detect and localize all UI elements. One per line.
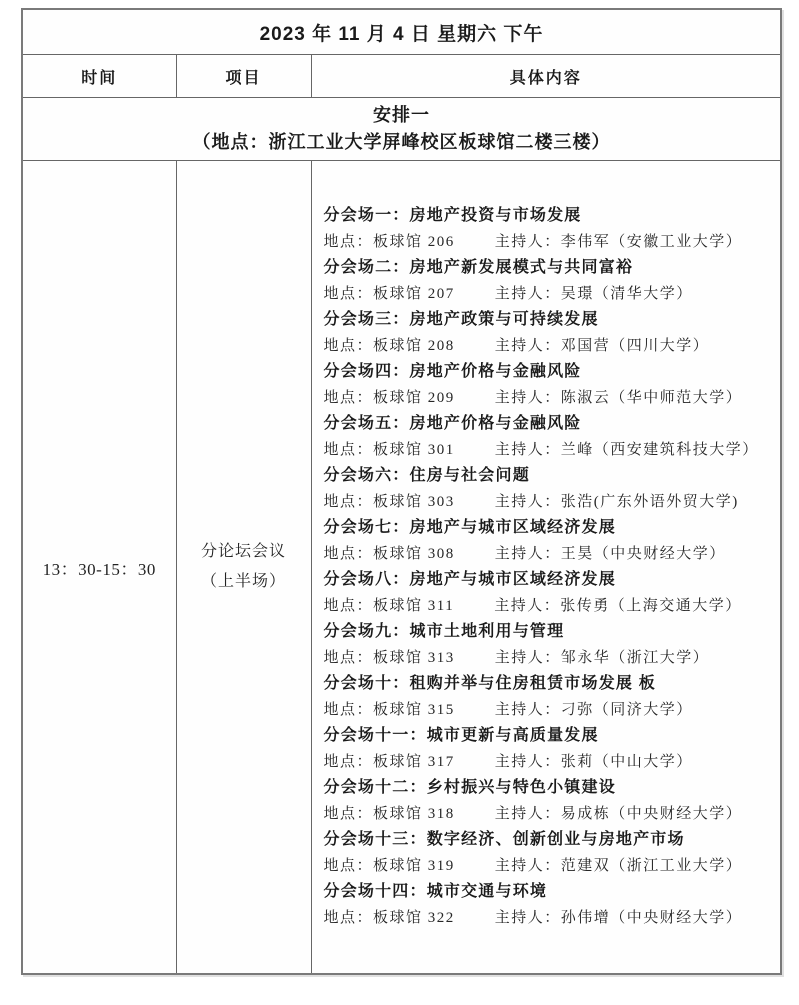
session-host: 主持人：张莉（中山大学） — [494, 754, 693, 770]
session-host: 主持人：陈淑云（华中师范大学） — [494, 390, 743, 406]
section-header-row — [22, 98, 781, 161]
date-header: 2023 年 11 月 4 日 星期六 下午 — [22, 9, 781, 55]
session-venue: 地点：板球馆 315 — [323, 702, 455, 718]
session-title: 分会场十：租购并举与住房租赁市场发展 板 — [323, 675, 656, 692]
session-title: 分会场十四：城市交通与环境 — [323, 883, 548, 900]
date-header-row — [22, 9, 781, 55]
session-host: 主持人：刁弥（同济大学） — [494, 702, 693, 718]
session-detail — [324, 697, 775, 723]
session-detail — [324, 905, 775, 931]
session-host: 主持人：易成栋（中央财经大学） — [494, 806, 743, 822]
session-host: 主持人：邓国营（四川大学） — [494, 338, 710, 354]
session-venue: 地点：板球馆 206 — [323, 234, 455, 250]
session-title: 分会场三：房地产政策与可持续发展 — [323, 311, 599, 328]
column-header-row — [22, 55, 781, 98]
session-title: 分会场十一：城市更新与高质量发展 — [323, 727, 599, 744]
item-name-line2: （上半场） — [200, 573, 286, 590]
schedule-row — [22, 161, 781, 975]
session-title: 分会场四：房地产价格与金融风险 — [323, 363, 582, 380]
column-header-item: 项目 — [176, 55, 311, 98]
item-name — [176, 161, 311, 975]
session-host: 主持人：王昊（中央财经大学） — [494, 546, 726, 562]
session-title: 分会场六：住房与社会问题 — [323, 467, 530, 484]
column-header-time: 时间 — [22, 55, 176, 98]
session-host: 主持人：范建双（浙江工业大学） — [494, 858, 743, 874]
session-list-cell — [311, 161, 781, 975]
session-detail — [324, 437, 775, 463]
session-host: 主持人：吴璟（清华大学） — [494, 286, 693, 302]
session-detail — [324, 229, 775, 255]
session-venue: 地点：板球馆 301 — [323, 442, 455, 458]
session-title: 分会场二：房地产新发展模式与共同富裕 — [323, 259, 634, 276]
session-title: 分会场五：房地产价格与金融风险 — [323, 415, 582, 432]
session-detail — [324, 489, 775, 515]
session-title: 分会场一：房地产投资与市场发展 — [323, 207, 582, 224]
session-detail — [324, 385, 775, 411]
session-venue: 地点：板球馆 209 — [323, 390, 455, 406]
session-list — [324, 203, 775, 931]
session-venue: 地点：板球馆 317 — [323, 754, 455, 770]
section-title: 安排一 — [373, 105, 430, 125]
session-venue: 地点：板球馆 208 — [323, 338, 455, 354]
session-detail — [324, 801, 775, 827]
session-venue: 地点：板球馆 322 — [323, 910, 455, 926]
session-title: 分会场九：城市土地利用与管理 — [323, 623, 565, 640]
session-title: 分会场十三：数字经济、创新创业与房地产市场 — [323, 831, 685, 848]
session-host: 主持人：李伟军（安徽工业大学） — [494, 234, 743, 250]
session-venue: 地点：板球馆 311 — [323, 598, 455, 614]
session-venue: 地点：板球馆 303 — [323, 494, 455, 510]
session-detail — [324, 333, 775, 359]
session-venue: 地点：板球馆 313 — [323, 650, 455, 666]
conference-schedule-table — [21, 8, 782, 975]
session-title: 分会场七：房地产与城市区域经济发展 — [323, 519, 616, 536]
session-host: 主持人：张传勇（上海交通大学） — [494, 598, 742, 614]
session-host: 主持人：孙伟增（中央财经大学） — [494, 910, 743, 926]
section-location: （地点：浙江工业大学屏峰校区板球馆二楼三楼） — [192, 132, 611, 152]
session-host: 主持人：张浩(广东外语外贸大学) — [494, 494, 739, 510]
session-detail — [324, 645, 775, 671]
session-title: 分会场十二：乡村振兴与特色小镇建设 — [323, 779, 616, 796]
session-detail — [324, 541, 775, 567]
session-host: 主持人：兰峰（西安建筑科技大学） — [494, 442, 759, 458]
session-venue: 地点：板球馆 308 — [323, 546, 455, 562]
session-venue: 地点：板球馆 318 — [323, 806, 455, 822]
session-title: 分会场八：房地产与城市区域经济发展 — [323, 571, 616, 588]
section-header — [22, 98, 781, 161]
session-detail — [324, 593, 775, 619]
session-detail — [324, 281, 775, 307]
column-header-content: 具体内容 — [311, 55, 781, 98]
item-name-line1: 分论坛会议 — [200, 543, 286, 560]
session-detail — [324, 749, 775, 775]
session-host: 主持人：邹永华（浙江大学） — [494, 650, 710, 666]
time-slot: 13：30-15：30 — [22, 161, 176, 975]
session-venue: 地点：板球馆 319 — [323, 858, 455, 874]
session-venue: 地点：板球馆 207 — [323, 286, 455, 302]
session-detail — [324, 853, 775, 879]
